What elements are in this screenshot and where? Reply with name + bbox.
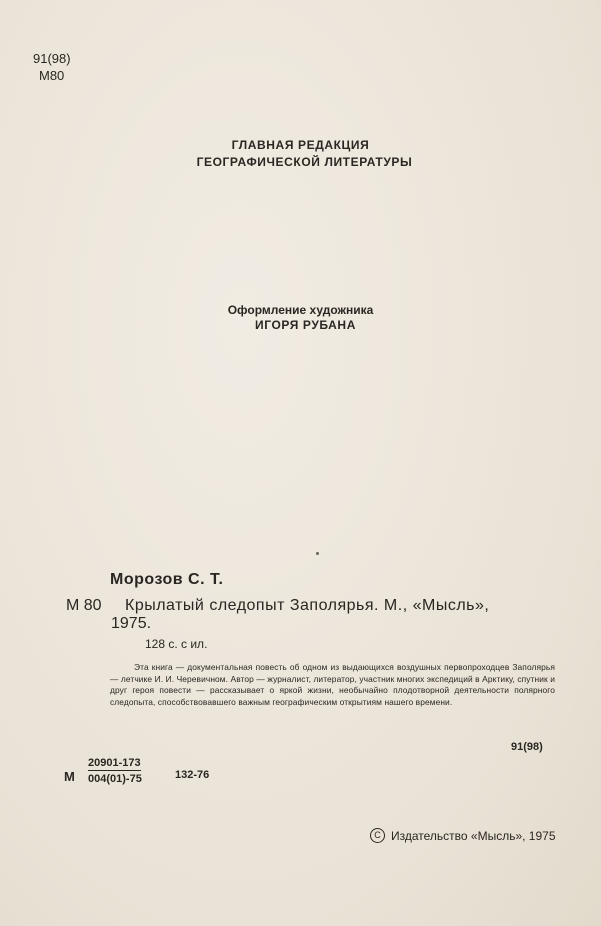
formula-numerator: 20901-173 bbox=[88, 757, 141, 769]
reference-year: 1975. bbox=[111, 615, 152, 632]
artist-line2: ИГОРЯ РУБАНА bbox=[255, 318, 356, 332]
copyright-text: Издательство «Мысль», 1975 bbox=[391, 828, 556, 843]
copyright-icon: С bbox=[370, 828, 385, 843]
artist-line1: Оформление художника bbox=[227, 303, 374, 317]
class-code bbox=[33, 50, 71, 84]
formula-fraction bbox=[88, 757, 142, 785]
author-name: Морозов С. Т. bbox=[110, 571, 224, 588]
reference-pages: 128 с. с ил. bbox=[145, 637, 208, 651]
reference-title: Крылатый следопыт Заполярья. М., «Мысль», bbox=[125, 597, 490, 614]
classification: 91(98) bbox=[511, 741, 543, 753]
paper-speck bbox=[316, 552, 319, 555]
annotation: Эта книга — документальная повесть об одном из выдающихся воздушных первопроходцев Заполярья — летчике И. И. Черевичном. Автор — журналист, литератор, участник многих экспедиций в Арктику, спутник и друг героя повести — рассказывает о яркой жизни, необычайно плодотворной деятельности полярного следопыта, способствовавшего важным географическим открытиям нашего времени. bbox=[110, 662, 555, 707]
formula-denominator: 004(01)-75 bbox=[88, 773, 142, 785]
class-code-line1: 91(98) bbox=[33, 51, 71, 66]
artist-credit bbox=[0, 303, 601, 333]
reference-index: М 80 bbox=[66, 597, 102, 614]
class-code-line2: М80 bbox=[39, 68, 65, 83]
editorial-line2: ГЕОГРАФИЧЕСКОЙ ЛИТЕРАТУРЫ bbox=[196, 155, 413, 169]
formula-code: 132-76 bbox=[175, 769, 210, 781]
formula-letter: М bbox=[64, 769, 75, 784]
copyright bbox=[370, 828, 556, 843]
editorial-heading bbox=[0, 137, 601, 171]
editorial-line1: ГЛАВНАЯ РЕДАКЦИЯ bbox=[231, 138, 370, 152]
